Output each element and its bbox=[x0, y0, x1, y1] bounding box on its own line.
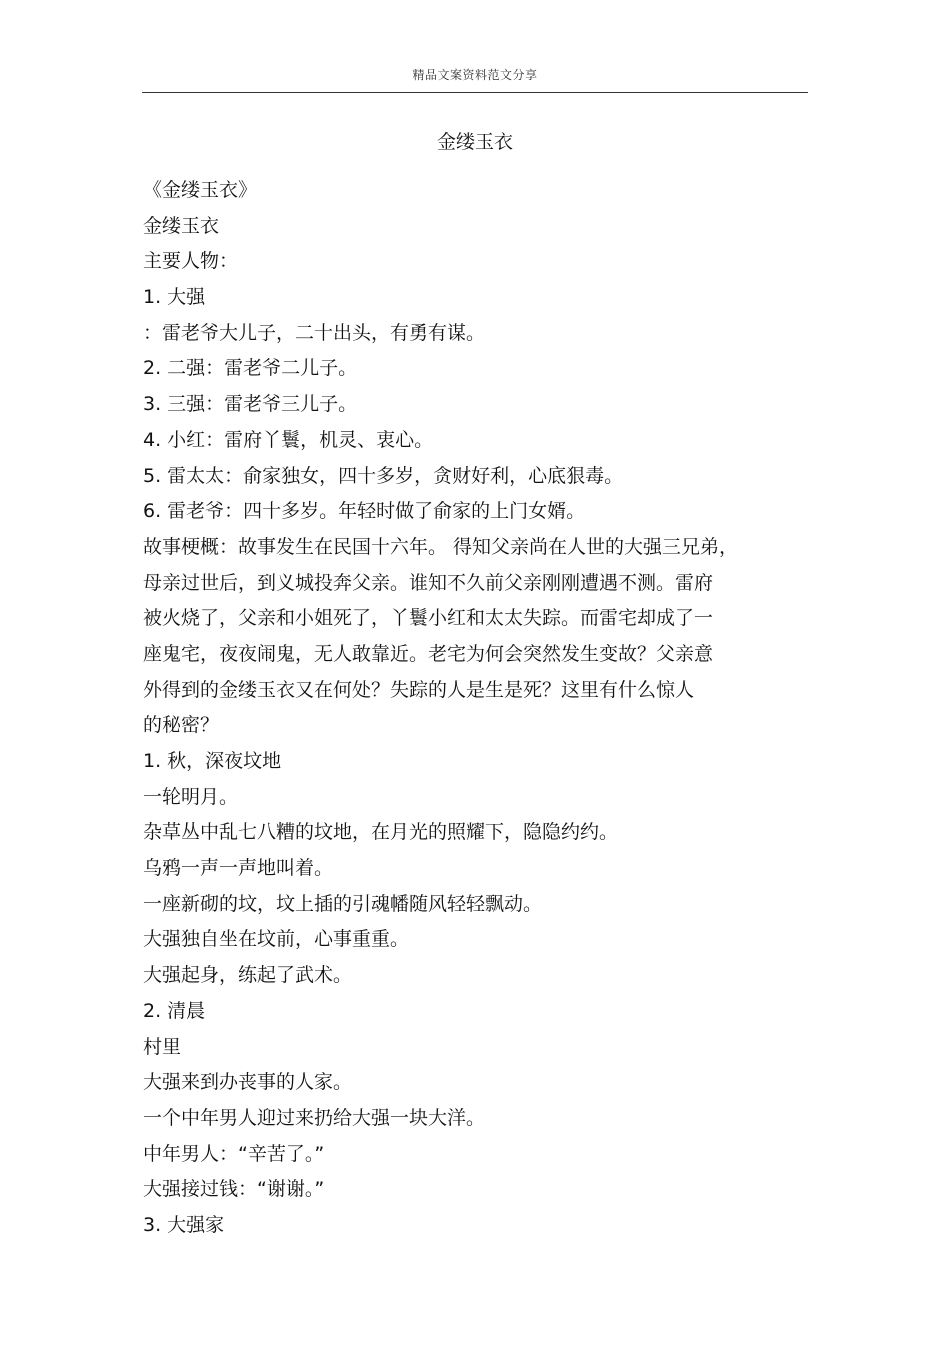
text-line: 乌鸦一声一声地叫着。 bbox=[143, 857, 334, 880]
text-line: 中年男人：“辛苦了。” bbox=[143, 1142, 325, 1165]
text-line: 2. 清晨 bbox=[143, 999, 206, 1022]
text-line: 《金缕玉衣》 bbox=[143, 179, 258, 201]
text-line: 被火烧了，父亲和小姐死了，丫鬟小红和太太失踪。而雷宅却成了一 bbox=[143, 607, 714, 630]
text-line: 2. 二强：雷老爷二儿子。 bbox=[143, 357, 358, 380]
text-line: 故事梗概：故事发生在民国十六年。 得知父亲尚在人世的大强三兄弟， bbox=[143, 535, 739, 558]
text-line: 杂草丛中乱七八糟的坟地，在月光的照耀下，隐隐约约。 bbox=[143, 821, 619, 844]
document-title: 金缕玉衣 bbox=[436, 131, 513, 153]
text-line: 一个中年男人迎过来扔给大强一块大洋。 bbox=[143, 1106, 486, 1129]
text-line: 大强起身，练起了武术。 bbox=[143, 964, 353, 987]
text-line: 母亲过世后，到义城投奔父亲。谁知不久前父亲刚刚遭遇不测。雷府 bbox=[143, 571, 714, 594]
text-line: 3. 大强家 bbox=[143, 1213, 225, 1236]
text-line: 5. 雷太太：俞家独女，四十多岁，贪财好利，心底狠毒。 bbox=[143, 464, 624, 487]
text-line: 金缕玉衣 bbox=[143, 214, 220, 237]
document-body bbox=[143, 173, 823, 1244]
text-line: 1. 大强 bbox=[143, 286, 206, 309]
text-line: 大强来到办丧事的人家。 bbox=[143, 1071, 353, 1094]
text-line: 外得到的金缕玉衣又在何处？失踪的人是生是死？这里有什么惊人 bbox=[143, 678, 695, 701]
text-line: 1. 秋，深夜坟地 bbox=[143, 750, 282, 772]
text-line: ：雷老爷大儿子，二十出头，有勇有谋。 bbox=[143, 321, 486, 344]
text-line: 座鬼宅，夜夜闹鬼，无人敢靠近。老宅为何会突然发生变故？父亲意 bbox=[143, 642, 714, 665]
text-line: 主要人物： bbox=[143, 250, 239, 273]
text-line: 一轮明月。 bbox=[143, 785, 239, 808]
text-line: 一座新砌的坟，坟上插的引魂幡随风轻轻飘动。 bbox=[143, 892, 543, 915]
text-line: 6. 雷老爷：四十多岁。年轻时做了俞家的上门女婿。 bbox=[143, 500, 586, 523]
text-line: 3. 三强：雷老爷三儿子。 bbox=[143, 393, 358, 416]
header-text: 精品文案资料范文分享 bbox=[412, 68, 538, 82]
text-line: 4. 小红：雷府丫鬟，机灵、衷心。 bbox=[143, 428, 434, 451]
text-line: 大强接过钱：“谢谢。” bbox=[143, 1178, 325, 1201]
text-line: 村里 bbox=[143, 1035, 182, 1058]
text-line: 大强独自坐在坟前，心事重重。 bbox=[143, 928, 410, 951]
page-header bbox=[142, 60, 808, 93]
text-line: 的秘密？ bbox=[143, 714, 220, 737]
